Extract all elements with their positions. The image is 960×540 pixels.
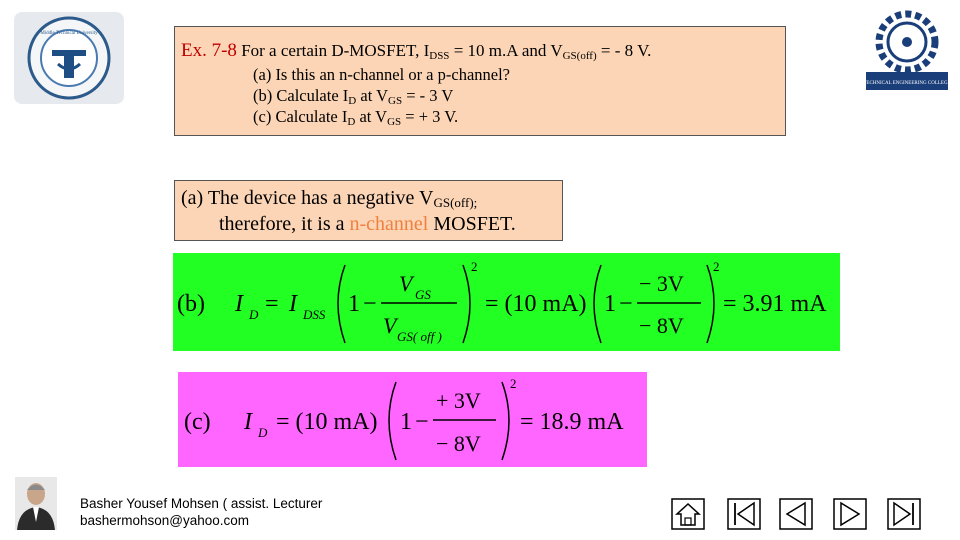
svg-text:I: I bbox=[244, 409, 252, 435]
svg-text:2: 2 bbox=[510, 376, 517, 391]
first-slide-icon bbox=[727, 498, 761, 530]
svg-text:GS( off ): GS( off ) bbox=[397, 329, 442, 344]
example-label: Ex. 7-8 bbox=[181, 40, 237, 61]
svg-text:= (10 mA): = (10 mA) bbox=[276, 409, 378, 435]
svg-text:− 3V: − 3V bbox=[639, 271, 684, 296]
equation-c bbox=[178, 372, 647, 467]
previous-icon bbox=[779, 498, 813, 530]
university-logo-caption: Middle Technical University bbox=[40, 31, 98, 36]
eq-c-result: = 18.9 mA bbox=[520, 409, 624, 435]
college-logo-caption: TECHNICAL ENGINEERING COLLEGE bbox=[863, 81, 951, 86]
question-intro: Ex. 7-8 For a certain D-MOSFET, $I_{DSS} = 10$ m.A and $V_{GS(off)}$ = - 8 V. bbox=[181, 40, 652, 62]
answer-a-line2: therefore, it is a n-channel MOSFET. bbox=[219, 213, 516, 235]
home-icon bbox=[671, 498, 705, 530]
svg-text:=: = bbox=[265, 291, 279, 317]
next-button[interactable] bbox=[833, 498, 867, 530]
svg-text:−: − bbox=[619, 291, 633, 317]
eq-b-idss: I bbox=[289, 291, 297, 317]
home-button[interactable] bbox=[671, 498, 705, 530]
university-logo bbox=[14, 12, 124, 104]
college-logo bbox=[862, 6, 952, 96]
first-slide-button[interactable] bbox=[727, 498, 761, 530]
next-icon bbox=[833, 498, 867, 530]
svg-text:−: − bbox=[363, 291, 377, 317]
eq-b-label: (b) bbox=[177, 291, 205, 317]
question-part-c: (c) Calculate $I_D$ at $V_{GS}$ = + 3 V. bbox=[253, 107, 459, 128]
svg-text:GS: GS bbox=[415, 287, 431, 302]
question-part-a: (a) Is this an n-channel or a p-channel? bbox=[253, 65, 511, 84]
last-slide-button[interactable] bbox=[887, 498, 921, 530]
answer-a-line1: (a) The device has a negative $V_{GS(off);}$ bbox=[181, 187, 478, 210]
svg-text:2: 2 bbox=[713, 259, 720, 274]
svg-text:1: 1 bbox=[604, 291, 616, 317]
eq-b-result: = 3.91 mA bbox=[723, 291, 827, 317]
lecturer-photo bbox=[15, 477, 57, 530]
footer-email: bashermohson@yahoo.com bbox=[80, 513, 250, 528]
eq-b-id: I bbox=[235, 291, 243, 317]
svg-text:−: − bbox=[415, 409, 429, 435]
svg-text:1: 1 bbox=[400, 409, 412, 435]
last-slide-icon bbox=[887, 498, 921, 530]
svg-text:− 8V: − 8V bbox=[639, 313, 684, 338]
svg-text:DSS: DSS bbox=[303, 307, 326, 322]
previous-button[interactable] bbox=[779, 498, 813, 530]
svg-text:V: V bbox=[383, 313, 397, 338]
svg-text:1: 1 bbox=[348, 291, 360, 317]
svg-text:2: 2 bbox=[471, 259, 478, 274]
svg-text:V: V bbox=[399, 271, 413, 296]
equation-b bbox=[173, 253, 840, 351]
svg-text:D: D bbox=[258, 425, 268, 440]
svg-text:+ 3V: + 3V bbox=[436, 388, 481, 413]
svg-text:D: D bbox=[249, 307, 259, 322]
svg-text:− 8V: − 8V bbox=[436, 431, 481, 456]
question-box bbox=[174, 26, 786, 136]
eq-c-label: (c) bbox=[184, 409, 211, 435]
svg-text:= (10 mA): = (10 mA) bbox=[485, 291, 587, 317]
question-part-b: (b) Calculate $I_D$ at $V_{GS}$ = - 3 V bbox=[253, 86, 454, 107]
footer-author: Basher Yousef Mohsen ( assist. Lecturer bbox=[80, 496, 323, 511]
answer-a-box bbox=[174, 180, 563, 241]
n-channel-highlight: n-channel bbox=[349, 213, 429, 235]
